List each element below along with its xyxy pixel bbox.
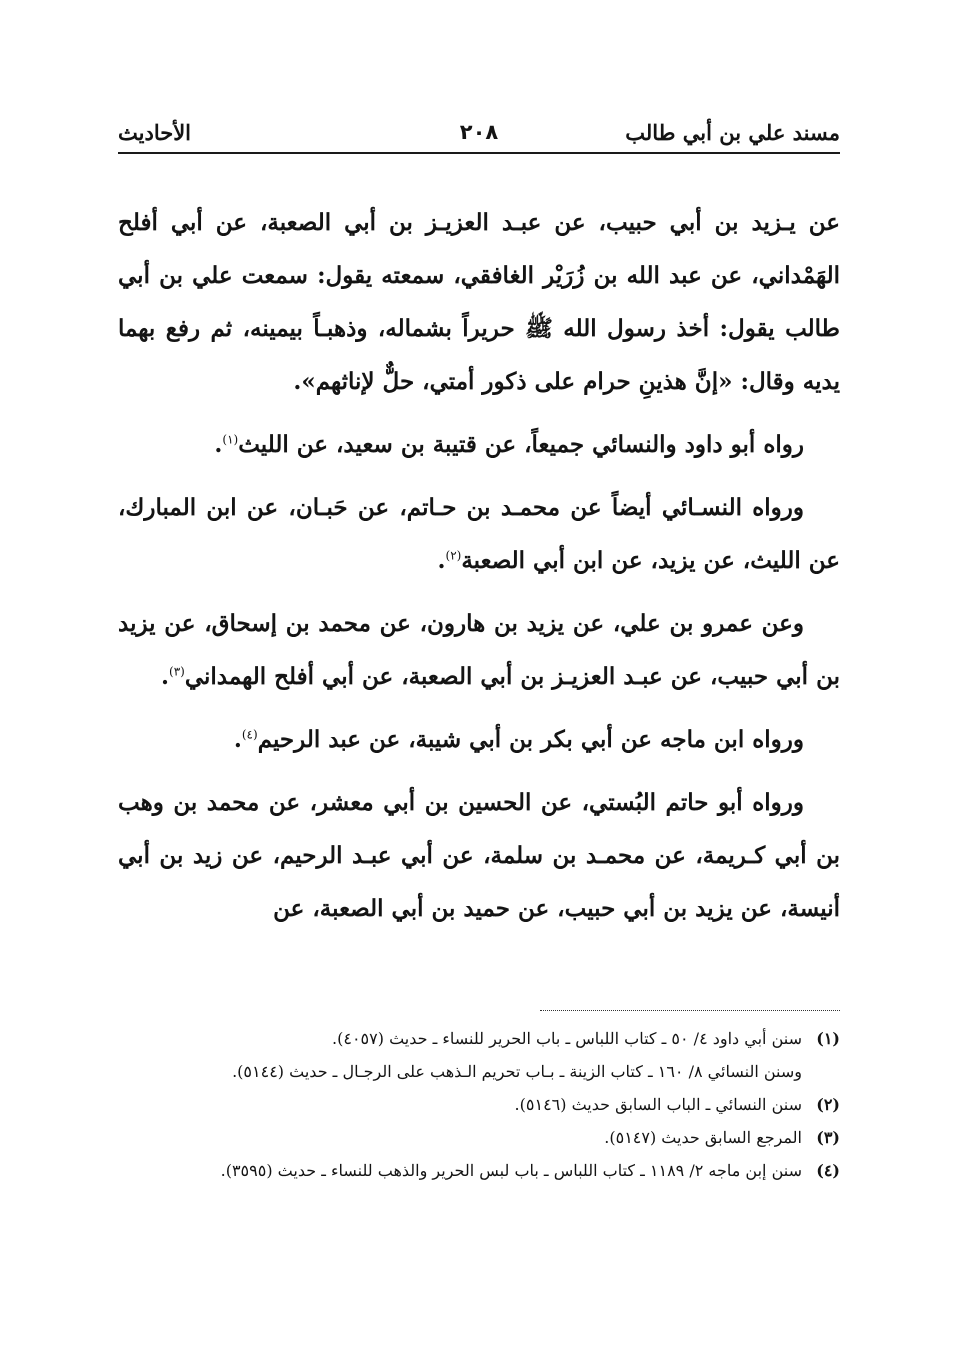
- paragraph-narration-5: [118, 776, 840, 935]
- paragraph-end: .: [214, 431, 223, 458]
- footnote-number: (٣): [816, 1128, 840, 1147]
- footnote-number: (٢): [816, 1095, 840, 1114]
- footnote-marker: (١): [222, 432, 239, 447]
- footnote-number: (١): [816, 1029, 840, 1048]
- footnote-text: المرجع السابق حديث (٥١٤٧).: [604, 1128, 802, 1147]
- section-title: الأحاديث: [118, 120, 192, 145]
- paragraph-text: ورواه ابن ماجه عن أبي بكر بن أبي شيبة، عن عبد الرحيم: [257, 726, 804, 753]
- footnote-marker: (٣): [169, 664, 185, 679]
- main-text: [118, 196, 840, 945]
- footnote-text: سنن إبن ماجه ٢/ ١١٨٩ ـ كتاب اللباس ـ باب لبس الحرير والذهب للنساء ـ حديث (٣٥٩٥).: [220, 1161, 802, 1180]
- paragraph-narration-1: [118, 418, 840, 471]
- paragraph-end: .: [233, 726, 242, 753]
- paragraph-text: ورواه أبو حاتم البُستي، عن الحسين بن أبي معشر، عن محمد بن وهب بن أبي كـريمة، عن محمـد بن سلمة، عن أبي عبـد الرحيم، عن زيد بن أبي أنيسة، عن يزيد بن أبي حبيب، عن حميد بن أبي الصعبة، عن: [118, 789, 840, 922]
- paragraph-narration-3: [118, 597, 840, 703]
- header-rule: [118, 152, 840, 154]
- paragraph-narration-2: [118, 481, 840, 587]
- page-number: ٢٠٨: [459, 120, 499, 144]
- footnotes: [118, 1022, 840, 1187]
- book-title: مسند علي بن أبي طالب: [625, 120, 840, 145]
- paragraph-hadith: [118, 196, 840, 408]
- footnote-4: [118, 1154, 840, 1187]
- paragraph-end: .: [160, 663, 169, 690]
- footnote-number: (٤): [816, 1161, 840, 1180]
- footnote-3: [118, 1121, 840, 1154]
- paragraph-text: ورواه النسـائي أيضاً عن محمـد بن حـاتم، عن حَبـان، عن ابن المبارك، عن الليث، عن يزيد، عن ابن أبي الصعبة: [118, 494, 840, 574]
- paragraph-text: رواه أبو داود والنسائي جميعاً، عن قتيبة بن سعيد، عن الليث: [238, 431, 804, 458]
- footnote-text: وسنن النسائي ٨/ ١٦٠ ـ كتاب الزينة ـ بـاب تحريم الـذهب على الرجـال ـ حديث (٥١٤٤).: [232, 1062, 802, 1081]
- running-header: [118, 116, 840, 152]
- paragraph-end: .: [437, 547, 446, 574]
- paragraph-narration-4: [118, 713, 840, 766]
- footnote-1: [118, 1022, 840, 1055]
- footnote-text: سنن أبي داود ٤/ ٥٠ ـ كتاب اللباس ـ باب الحرير للنساء ـ حديث (٤٠٥٧).: [332, 1029, 802, 1048]
- footnote-marker: (٤): [241, 727, 258, 742]
- footnote-separator: [540, 1010, 840, 1011]
- footnote-2: [118, 1088, 840, 1121]
- paragraph-text: عن يـزيد بن أبي حبيب، عن عبـد العزيـز بن أبي الصعبة، عن أبي أفلح الهَمْداني، عن عبد الله بن زُرَيْر الغافقي، سمعته يقول: سمعت علي بن أبي طالب يقول: أخذ رسول الله ﷺ حريراً بشماله، وذهبـاً بيمينه، ثم رفع بهما يديه وقال: «إنَّ هذينِ حرام على ذكور أمتي، حلٌّ لإناثهم».: [118, 209, 840, 395]
- paragraph-text: وعن عمرو بن علي، عن يزيد بن هارون، عن محمد بن إسحاق، عن يزيد بن أبي حبيب، عن عبـد العزيـز بن أبي الصعبة، عن أبي أفلح الهمداني: [118, 610, 840, 690]
- footnote-marker: (٢): [445, 548, 462, 563]
- book-page: [118, 116, 840, 1180]
- footnote-text: سنن النسائي ـ الباب السابق حديث (٥١٤٦).: [514, 1095, 802, 1114]
- footnote-1-continued: [118, 1055, 840, 1088]
